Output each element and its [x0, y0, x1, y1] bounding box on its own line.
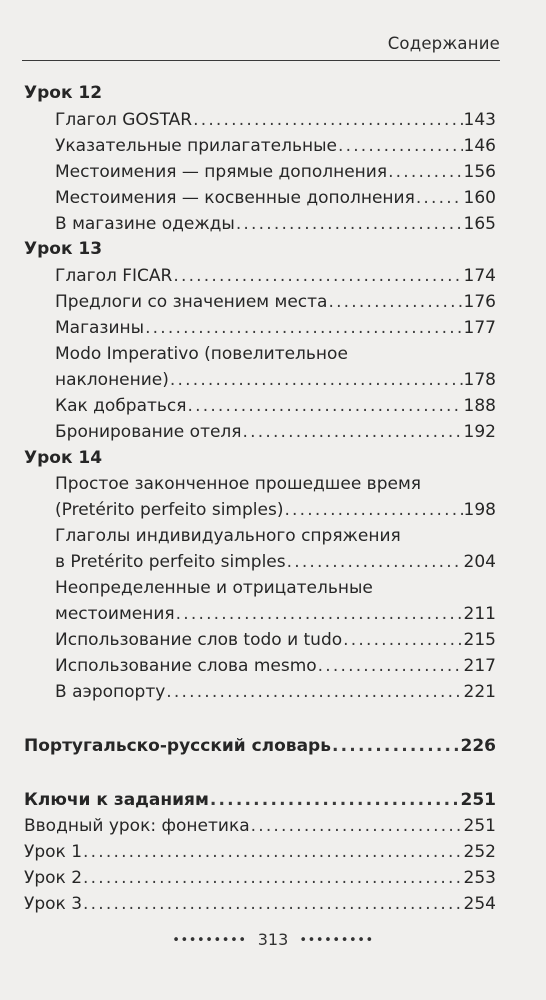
leader-dots	[83, 891, 463, 917]
toc-entry-title-line1: Простое законченное прошедшее время	[55, 474, 421, 494]
toc-entry-title: Использование слов todo и tudo	[55, 630, 343, 650]
header-title: Содержание	[387, 34, 500, 53]
toc-entry[interactable]	[24, 839, 496, 865]
toc-entry[interactable]	[24, 865, 496, 891]
toc-entry-title-line1: Глаголы индивидуального спряжения	[55, 526, 401, 546]
lesson-12-heading: Урок 12	[24, 83, 103, 103]
toc-entry-title: Урок 2	[24, 868, 83, 888]
toc-entry[interactable]	[55, 679, 496, 705]
leader-dots	[166, 679, 462, 705]
toc-entry-page: 204	[463, 552, 496, 572]
toc-entry-page: 177	[463, 318, 496, 338]
leader-dots	[251, 813, 463, 839]
toc-entry-title: местоимения	[55, 604, 175, 624]
toc-entry[interactable]	[55, 653, 496, 679]
toc-entry[interactable]	[55, 627, 496, 653]
toc-entry-page: 251	[460, 790, 496, 810]
toc-entry-title: Глагол FICAR	[55, 266, 173, 286]
toc-entry-page: 174	[463, 266, 496, 286]
toc-entry-page: 217	[463, 656, 496, 676]
toc-entry-page: 160	[463, 188, 496, 208]
footer-ornament-right: •••••••••	[299, 933, 374, 948]
toc-entry-title: Магазины	[55, 318, 145, 338]
toc-entry[interactable]	[55, 289, 496, 315]
toc-entry-title: Португальско-русский словарь	[24, 736, 331, 756]
toc-entry-title: Использование слова mesmo	[55, 656, 317, 676]
leader-dots	[284, 497, 462, 523]
toc-entry[interactable]	[55, 601, 496, 627]
lesson-13-heading: Урок 13	[24, 239, 103, 259]
toc-entry-page: 198	[463, 500, 496, 520]
toc-entry-page: 252	[463, 842, 496, 862]
toc-entry[interactable]	[55, 367, 496, 393]
toc-entry[interactable]	[55, 315, 496, 341]
toc-entry[interactable]	[24, 891, 496, 917]
running-header	[22, 30, 500, 61]
toc-entry-title: (Pretérito perfeito simples)	[55, 500, 284, 520]
toc-entry-title: Глагол GOSTAR	[55, 110, 193, 130]
toc-entry-page: 254	[463, 894, 496, 914]
leader-dots	[193, 107, 462, 133]
leader-dots	[328, 289, 462, 315]
toc-entry-page: 192	[463, 422, 496, 442]
toc-entry-title: Ключи к заданиям	[24, 790, 209, 810]
leader-dots	[318, 653, 463, 679]
toc-entry-page: 178	[463, 370, 496, 390]
toc-entry-title: В аэропорту	[55, 682, 166, 702]
toc-entry-dictionary[interactable]	[24, 733, 496, 759]
toc-entry-title: Урок 1	[24, 842, 83, 862]
leader-dots	[173, 263, 462, 289]
toc-entry[interactable]	[24, 813, 496, 839]
toc-entry-title: наклонение)	[55, 370, 169, 390]
leader-dots	[416, 185, 463, 211]
leader-dots	[145, 315, 462, 341]
toc-entry-title: Бронирование отеля	[55, 422, 242, 442]
toc-entry-title: В магазине одежды	[55, 214, 235, 234]
leader-dots	[188, 393, 463, 419]
footer-ornament-left: •••••••••	[172, 933, 247, 948]
toc-entry-page: 253	[463, 868, 496, 888]
toc-entry[interactable]	[55, 263, 496, 289]
page-footer	[0, 930, 546, 949]
toc-entry[interactable]	[55, 133, 496, 159]
toc-entry[interactable]	[55, 549, 496, 575]
toc-entry-page: 143	[463, 110, 496, 130]
leader-dots	[332, 733, 460, 759]
toc-entry[interactable]	[55, 211, 496, 237]
toc-entry-page: 146	[463, 136, 496, 156]
toc-entry[interactable]	[55, 107, 496, 133]
lesson-14-heading: Урок 14	[24, 448, 103, 468]
toc-entry-title: Местоимения — косвенные дополнения	[55, 188, 415, 208]
toc-entry-title: Местоимения — прямые дополнения	[55, 162, 388, 182]
toc-entry-title-line1: Modo Imperativo (повелительное	[55, 344, 348, 364]
leader-dots	[287, 549, 463, 575]
toc-entry-page: 221	[463, 682, 496, 702]
leader-dots	[343, 627, 462, 653]
toc-entry-page: 251	[463, 816, 496, 836]
page-number: 313	[257, 930, 289, 949]
leader-dots	[236, 211, 463, 237]
leader-dots	[338, 133, 463, 159]
toc-entry-page: 211	[463, 604, 496, 624]
leader-dots	[210, 787, 460, 813]
toc-entry[interactable]	[55, 419, 496, 445]
leader-dots	[83, 865, 463, 891]
toc-entry[interactable]	[55, 393, 496, 419]
toc-entry-title: Предлоги со значением места	[55, 292, 328, 312]
toc-entry-title: в Pretérito perfeito simples	[55, 552, 286, 572]
leader-dots	[388, 159, 462, 185]
toc-entry-title: Указательные прилагательные	[55, 136, 337, 156]
toc-entry-keys[interactable]	[24, 787, 496, 813]
toc-entry-title: Как добраться	[55, 396, 187, 416]
toc-entry-page: 165	[463, 214, 496, 234]
leader-dots	[83, 839, 463, 865]
toc-entry-title-line1: Неопределенные и отрицательные	[55, 578, 373, 598]
toc-entry-page: 176	[463, 292, 496, 312]
toc-entry-page: 215	[463, 630, 496, 650]
toc-entry-title: Урок 3	[24, 894, 83, 914]
toc-entry-page: 156	[463, 162, 496, 182]
toc-entry[interactable]	[55, 159, 496, 185]
toc-entry-page: 188	[463, 396, 496, 416]
toc-entry[interactable]	[55, 185, 496, 211]
toc-entry-page: 226	[460, 736, 496, 756]
toc-entry[interactable]	[55, 497, 496, 523]
leader-dots	[176, 601, 463, 627]
leader-dots	[243, 419, 463, 445]
toc-entry-title: Вводный урок: фонетика	[24, 816, 250, 836]
leader-dots	[170, 367, 463, 393]
